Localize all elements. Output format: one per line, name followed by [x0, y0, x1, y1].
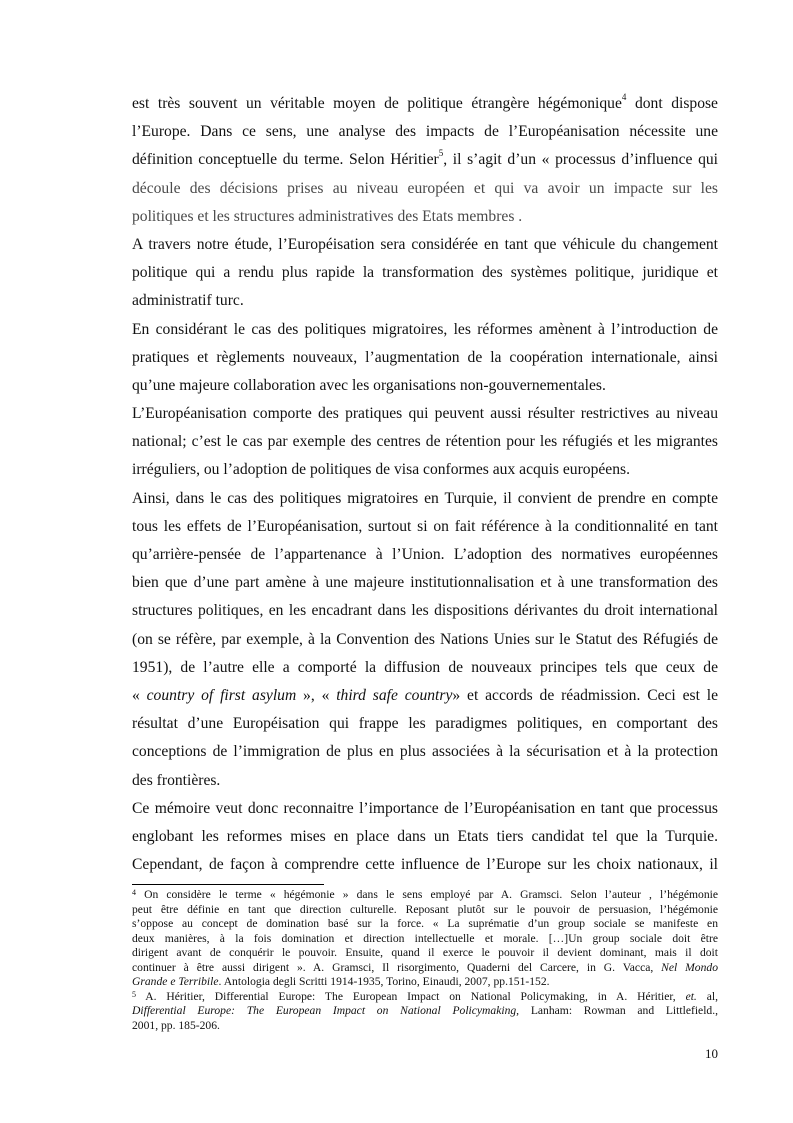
- body-line: [132, 259, 718, 287]
- footnote-line: [132, 990, 718, 1005]
- text-segment: (on se réfère, par exemple, à la Convention des Nations Unies sur le Statut des Réfugiés de: [132, 630, 718, 648]
- text-segment: national; c’est le cas par exemple des centres de rétention pour les réfugiés et les migrantes: [132, 433, 718, 451]
- text-segment: l’Europe. Dans ce sens, une analyse des impacts de l’Européanisation nécessite une: [132, 123, 718, 141]
- body-text: [132, 90, 718, 879]
- page-number: 10: [705, 1046, 718, 1061]
- text-segment: A travers notre étude, l’Européisation sera considérée en tant que véhicule du changement: [132, 235, 718, 253]
- text-segment: al,: [696, 989, 718, 1003]
- text-segment: Cependant, de façon à comprendre cette influence de l’Europe sur les choix nationaux, il: [132, 856, 718, 874]
- footnote-line: [132, 903, 718, 918]
- body-line: [132, 287, 718, 315]
- text-segment: englobant les reformes mises en place dans un Etats tiers candidat tel que la Turquie.: [132, 827, 718, 845]
- italic-text: country of first asylum: [146, 686, 297, 704]
- body-line: [132, 175, 718, 203]
- body-line: [132, 400, 718, 428]
- body-line: [132, 654, 718, 682]
- footnote-line: [132, 1019, 718, 1034]
- body-line: [132, 682, 718, 710]
- text-segment: est très souvent un véritable moyen de politique étrangère hégémonique: [132, 95, 622, 112]
- footnote-line: [132, 932, 718, 947]
- text-segment: structures politiques, en les encadrant dans les dispositions dérivantes du droit international: [132, 602, 718, 620]
- text-segment: conceptions de l’immigration de plus en plus associées à la sécurisation et à la protection: [132, 743, 718, 761]
- text-segment: politiques et les structures administratives des Etats membres .: [132, 207, 523, 225]
- text-segment: des frontières.: [132, 771, 221, 789]
- text-segment: peut être définie en tant que direction culturelle. Reposant plutôt sur le pouvoir de persuasion, l’hégémonie: [132, 902, 718, 916]
- text-segment: qu’arrière-pensée de l’appartenance à l’Union. L’adoption des normatives européennes: [132, 546, 718, 563]
- footnote-reference[interactable]: 4: [621, 91, 627, 102]
- text-segment: politique qui a rendu plus rapide la transformation des systèmes politique, juridique et: [132, 264, 718, 282]
- text-segment: 1951), de l’autre elle a comporté la diffusion de nouveaux principes tels que ceux de: [132, 658, 718, 676]
- text-segment: deux manières, à la fois domination et direction intellectuelle et morale. […]Un group sociale doit être: [132, 931, 718, 945]
- text-segment: On considère le terme « hégémonie » dans le sens employé par A. Gramsci. Selon l’auteur , l’hégémonie: [136, 888, 718, 901]
- body-line: [132, 316, 718, 344]
- body-line: [132, 90, 718, 118]
- body-line: [132, 203, 718, 231]
- footnotes: [132, 888, 718, 1033]
- text-segment: tous les effets de l’Européanisation, surtout si on fait référence à la conditionnalité en tant: [132, 517, 718, 535]
- body-line: [132, 231, 718, 259]
- body-line: [132, 738, 718, 766]
- footnote-reference[interactable]: 5: [438, 148, 444, 159]
- text-segment: résultat d’une Européisation qui frappe les paradigmes politiques, en comportant des: [132, 715, 718, 733]
- body-line: [132, 795, 718, 823]
- text-segment: Ce mémoire veut donc reconnaitre l’importance de l’Européanisation en tant que processus: [132, 799, 718, 817]
- text-segment: A. Héritier, Differential Europe: The European Impact on National Policymaking, in A. Héritier,: [136, 989, 686, 1003]
- body-line: [132, 569, 718, 597]
- text-segment: , il s’agit d’un « processus d’influence qui: [443, 151, 719, 169]
- footnote-line: [132, 975, 718, 990]
- footnote-line: [132, 888, 718, 903]
- text-segment: pratiques et règlements nouveaux, l’augmentation de la coopération internationale, ainsi: [132, 348, 718, 366]
- text-segment: définition conceptuelle du terme. Selon Héritier: [132, 151, 439, 169]
- body-line: [132, 710, 718, 738]
- italic-text: et.: [685, 989, 697, 1003]
- text-segment: L’Européanisation comporte des pratiques qui peuvent aussi résulter restrictives au niveau: [132, 405, 718, 423]
- text-segment: bien que d’une part amène à une majeure institutionnalisation et à une transformation des: [132, 574, 718, 592]
- body-line: [132, 767, 718, 795]
- text-segment: s’oppose au concept de domination basé sur la force. « La suprématie d’un group sociale se manifeste en: [132, 917, 718, 930]
- footnote-line: [132, 961, 718, 976]
- text-segment: », «: [296, 686, 337, 704]
- body-line: [132, 372, 718, 400]
- text-segment: qu’une majeure collaboration avec les organisations non-gouvernementales.: [132, 376, 606, 394]
- text-segment: Lanham: Rowman and Littlefield.,: [519, 1004, 719, 1017]
- body-line: [132, 626, 718, 654]
- body-line: [132, 823, 718, 851]
- text-segment: irréguliers, ou l’adoption de politiques de visa conformes aux acquis européens.: [132, 461, 630, 479]
- text-segment: dirigent avant de conquérir le pouvoir. Ensuite, quand il exerce le pouvoir il devient dominant, mais il doit: [132, 946, 718, 959]
- text-segment: 2001, pp. 185-206.: [132, 1018, 220, 1032]
- footnote-number: 5: [132, 989, 136, 999]
- body-line: [132, 118, 718, 146]
- footnote-number: 4: [132, 888, 136, 897]
- text-segment: «: [132, 686, 147, 704]
- body-line: [132, 428, 718, 456]
- body-line: [132, 344, 718, 372]
- text-segment: En considérant le cas des politiques migratoires, les réformes amènent à l’introduction de: [132, 320, 718, 338]
- italic-text: Differential Europe: The European Impact on National Policymaking,: [132, 1004, 520, 1017]
- footnote-separator: [132, 884, 324, 885]
- body-line: [132, 597, 718, 625]
- italic-text: Nel Mondo: [661, 960, 718, 974]
- body-line: [132, 485, 718, 513]
- footnote-line: [132, 946, 718, 961]
- body-line: [132, 456, 718, 484]
- text-segment: » et accords de réadmission. Ceci est le: [452, 686, 719, 704]
- text-segment: dont dispose: [626, 95, 718, 112]
- text-segment: . Antologia degli Scritti 1914-1935, Torino, Einaudi, 2007, pp.151-152.: [218, 975, 550, 988]
- text-segment: Ainsi, dans le cas des politiques migratoires en Turquie, il convient de prendre en compte: [132, 489, 718, 507]
- text-segment: administratif turc.: [132, 292, 244, 310]
- text-segment: découle des décisions prises au niveau européen et qui va avoir un impacte sur les: [132, 179, 718, 197]
- text-segment: continuer à être aussi dirigent ». A. Gramsci, Il risorgimento, Quaderni del Carcere, in G. Vacca,: [132, 960, 662, 974]
- italic-text: Grande e Terribile: [132, 975, 219, 988]
- italic-text: third safe country: [336, 686, 453, 704]
- body-line: [132, 513, 718, 541]
- body-line: [132, 851, 718, 879]
- body-line: [132, 541, 718, 569]
- body-line: [132, 146, 718, 174]
- footnote-line: [132, 917, 718, 932]
- footnote-line: [132, 1004, 718, 1019]
